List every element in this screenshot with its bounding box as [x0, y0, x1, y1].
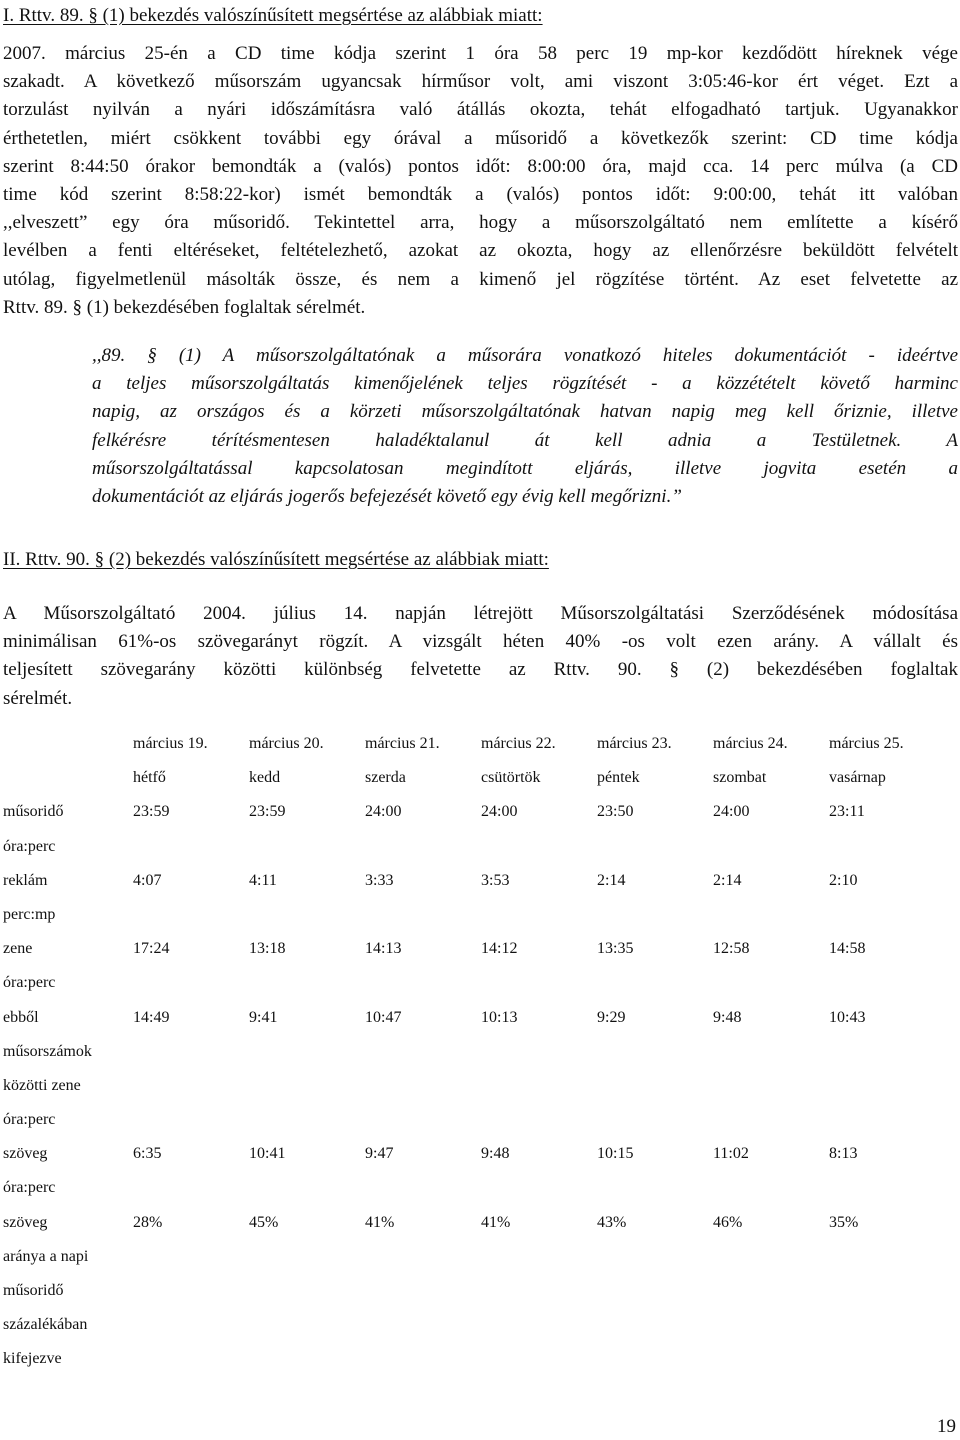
table-row: [3, 1348, 945, 1382]
table-empty-cell: [133, 1109, 249, 1143]
date-header: március 20.: [249, 735, 324, 752]
table-cell: 11:02: [713, 1145, 749, 1163]
table-empty-cell: [481, 836, 597, 870]
table-cell: 23:59: [249, 803, 286, 821]
table-empty-cell: [249, 904, 365, 938]
section-2-paragraph: [3, 600, 958, 713]
paragraph-line: minimálisan 61%-os szövegarányt rögzít. A vizsgált héten 40% -os volt ezen arány. A vállalt és: [3, 631, 958, 653]
table-empty-cell: [829, 972, 945, 1006]
table-empty-cell: [481, 1314, 597, 1348]
table-cell: 13:35: [597, 940, 634, 958]
paragraph-line: ,,elveszett” egy óra műsoridő. Tekintettel arra, hogy a műsorszolgáltató nem említette a kísérő: [3, 212, 958, 234]
date-header: március 24.: [713, 735, 788, 752]
quote-line: felkérésre térítésmentesen haladéktalanul át kell adnia a Testületnek. A: [92, 429, 958, 451]
table-row: [3, 801, 945, 835]
table-empty-cell: [133, 836, 249, 870]
table-empty-cell: [133, 1246, 249, 1280]
row-label: óra:perc: [3, 1111, 56, 1129]
table-row: [3, 1007, 945, 1041]
table-empty-cell: [481, 1041, 597, 1075]
table-empty-cell: [713, 1314, 829, 1348]
table-empty-cell: [365, 836, 481, 870]
quote-line: a teljes műsorszolgáltatás kimenőjelének teljes rögzítését - a közzétételt követő harminc: [92, 373, 958, 395]
table-cell: 2:14: [597, 871, 626, 889]
quote-line: műsorszolgáltatással kapcsolatosan megindított eljárás, illetve jogvita esetén a: [92, 457, 958, 479]
table-empty-cell: [133, 1177, 249, 1211]
table-empty-cell: [597, 1109, 713, 1143]
table-cell: 23:50: [597, 803, 634, 821]
paragraph-line: 2007. március 25-én a CD time kódja szerint 1 óra 58 perc 19 mp-kor kezdődött híreknek vége: [3, 43, 958, 64]
table-empty-cell: [133, 904, 249, 938]
table-cell: 12:58: [713, 940, 750, 958]
table-empty-cell: [829, 1177, 945, 1211]
section-2-heading: II. Rttv. 90. § (2) bekezdés valószínűsített megsértése az alábbiak miatt:: [3, 549, 549, 570]
table-empty-cell: [481, 1109, 597, 1143]
row-label: aránya a napi: [3, 1247, 89, 1265]
table-row: [3, 1143, 945, 1177]
table-empty-cell: [249, 1109, 365, 1143]
table-cell: 13:18: [249, 940, 286, 958]
row-label: szöveg: [3, 1213, 48, 1231]
table-empty-cell: [133, 1348, 249, 1382]
table-empty-cell: [365, 1177, 481, 1211]
table-cell: 4:11: [249, 871, 277, 889]
row-label: ebből: [3, 1008, 39, 1026]
table-row: [3, 1212, 945, 1246]
quote-line: napig, az országos és a körzeti műsorszolgáltatónak hatvan napig meg kell őriznie, illetve: [92, 401, 958, 423]
table-empty-cell: [249, 1177, 365, 1211]
table-row: [3, 904, 945, 938]
table-cell: 9:48: [481, 1145, 510, 1163]
table-empty-cell: [713, 1246, 829, 1280]
table-row: [3, 1109, 945, 1143]
paragraph-line: utólag, figyelmetlenül másolták össze, és nem a kimenő jel rögzítése történt. Az eset felvetette az: [3, 268, 958, 290]
table-row: [3, 870, 945, 904]
table-cell: 10:43: [829, 1008, 866, 1026]
table-empty-cell: [481, 1075, 597, 1109]
table-empty-cell: [713, 1348, 829, 1382]
table-empty-cell: [249, 1280, 365, 1314]
row-label: óra:perc: [3, 1179, 56, 1197]
table-cell: 10:15: [597, 1145, 634, 1163]
paragraph-line: A Műsorszolgáltató 2004. július 14. napján létrejött Műsorszolgáltatási Szerződésének módosítása: [3, 603, 958, 624]
paragraph-line: time kód szerint 8:58:22-kor) ismét bemondták a (valós) pontos időt: 9:00:00, tehát itt valóban: [3, 184, 958, 206]
table-empty-cell: [249, 1314, 365, 1348]
table-row: [3, 836, 945, 870]
page-number: 19: [937, 1416, 956, 1437]
table-empty-cell: [829, 904, 945, 938]
date-header: március 19.: [133, 735, 208, 752]
table-cell: 24:00: [365, 803, 402, 821]
table-cell: 28%: [133, 1213, 163, 1231]
paragraph-line: torzulást nyilván a nyári időszámításra való átállás okozta, tehát elfogadható tartjuk. Ugyanakkor: [3, 99, 958, 121]
table-empty-cell: [597, 1075, 713, 1109]
day-header: csütörtök: [481, 769, 541, 787]
table-cell: 3:53: [481, 871, 510, 889]
table-corner-cell: [3, 733, 133, 767]
paragraph-line: sérelmét.: [3, 687, 73, 709]
table-empty-cell: [481, 972, 597, 1006]
row-label: perc:mp: [3, 905, 56, 923]
row-label: százalékában: [3, 1316, 88, 1334]
table-header-dates: [3, 733, 945, 767]
table-empty-cell: [597, 836, 713, 870]
table-empty-cell: [133, 972, 249, 1006]
table-empty-cell: [713, 1075, 829, 1109]
table-empty-cell: [597, 1314, 713, 1348]
paragraph-line: Rttv. 89. § (1) bekezdésében foglaltak sérelmét.: [3, 296, 366, 318]
table-empty-cell: [829, 1109, 945, 1143]
table-empty-cell: [249, 972, 365, 1006]
table-empty-cell: [713, 1177, 829, 1211]
row-label: reklám: [3, 871, 48, 889]
table-empty-cell: [597, 1348, 713, 1382]
table-empty-cell: [365, 904, 481, 938]
table-cell: 9:29: [597, 1008, 626, 1026]
table-cell: 41%: [365, 1213, 395, 1231]
row-label: műsoridő: [3, 803, 64, 821]
table-cell: 9:41: [249, 1008, 278, 1026]
table-empty-cell: [249, 1246, 365, 1280]
table-empty-cell: [365, 1109, 481, 1143]
day-header: szerda: [365, 769, 406, 787]
table-empty-cell: [597, 1246, 713, 1280]
table-cell: 9:48: [713, 1008, 742, 1026]
table-cell: 46%: [713, 1213, 743, 1231]
section-1-paragraph: [3, 40, 958, 322]
table-empty-cell: [829, 1246, 945, 1280]
table-empty-cell: [713, 972, 829, 1006]
table-empty-cell: [713, 1109, 829, 1143]
table-cell: 4:07: [133, 871, 162, 889]
table-cell: 8:13: [829, 1145, 858, 1163]
table-empty-cell: [249, 1041, 365, 1075]
table-cell: 10:41: [249, 1145, 286, 1163]
paragraph-line: szerint 8:44:50 órakor bemondták a (valós) pontos időt: 8:00:00 óra, majd cca. 14 perc múlva (a CD: [3, 155, 958, 177]
table-empty-cell: [829, 1041, 945, 1075]
table-cell: 23:11: [829, 803, 865, 821]
table-cell: 3:33: [365, 871, 394, 889]
table-empty-cell: [365, 1348, 481, 1382]
table-empty-cell: [829, 836, 945, 870]
table-corner-cell: [3, 767, 133, 801]
row-label: zene: [3, 940, 33, 958]
date-header: március 22.: [481, 735, 556, 752]
table-row: [3, 1246, 945, 1280]
table-empty-cell: [481, 1246, 597, 1280]
table-cell: 2:10: [829, 871, 858, 889]
table-empty-cell: [713, 1280, 829, 1314]
section-1-heading: I. Rttv. 89. § (1) bekezdés valószínűsített megsértése az alábbiak miatt:: [3, 5, 543, 26]
table-cell: 2:14: [713, 871, 742, 889]
date-header: március 23.: [597, 735, 672, 752]
table-empty-cell: [365, 1280, 481, 1314]
table-empty-cell: [829, 1348, 945, 1382]
table-empty-cell: [133, 1314, 249, 1348]
table-empty-cell: [481, 1177, 597, 1211]
table-empty-cell: [133, 1041, 249, 1075]
day-header: péntek: [597, 769, 640, 787]
table-cell: 45%: [249, 1213, 279, 1231]
table-empty-cell: [829, 1280, 945, 1314]
date-header: március 21.: [365, 735, 440, 752]
table-cell: 6:35: [133, 1145, 162, 1163]
row-label: műsorszámok: [3, 1042, 92, 1060]
table-cell: 24:00: [713, 803, 750, 821]
table-cell: 14:13: [365, 940, 402, 958]
table-empty-cell: [597, 1177, 713, 1211]
day-header: hétfő: [133, 769, 166, 787]
table-body: [3, 801, 945, 1382]
table-row: [3, 1314, 945, 1348]
table-row: [3, 1280, 945, 1314]
law-quote: [92, 342, 958, 511]
row-label: kifejezve: [3, 1350, 62, 1368]
table-empty-cell: [365, 972, 481, 1006]
row-label: műsoridő: [3, 1282, 64, 1299]
table-cell: 14:49: [133, 1008, 170, 1026]
table-row: [3, 1177, 945, 1211]
table-empty-cell: [365, 1041, 481, 1075]
quote-line: dokumentációt az eljárás jogerős befejezését követő egy évig kell megőrizni.”: [92, 486, 682, 508]
day-header: szombat: [713, 769, 767, 787]
table-empty-cell: [597, 1280, 713, 1314]
paragraph-line: levélben a fenti eltéréseket, feltételezhető, azokat az okozta, hogy az ellenőrzésre beküldött felvételt: [3, 240, 958, 262]
day-header: kedd: [249, 769, 281, 787]
table-empty-cell: [481, 904, 597, 938]
table-empty-cell: [365, 1246, 481, 1280]
table-empty-cell: [829, 1314, 945, 1348]
table-cell: 23:59: [133, 803, 170, 821]
table-empty-cell: [365, 1075, 481, 1109]
table-empty-cell: [249, 1348, 365, 1382]
table-empty-cell: [597, 1041, 713, 1075]
table-empty-cell: [133, 1075, 249, 1109]
broadcast-stats-table: [3, 733, 945, 1383]
table-empty-cell: [829, 1075, 945, 1109]
table-empty-cell: [713, 1041, 829, 1075]
table-empty-cell: [365, 1314, 481, 1348]
table-cell: 43%: [597, 1213, 627, 1231]
table-row: [3, 1041, 945, 1075]
table-empty-cell: [597, 904, 713, 938]
paragraph-line: teljesített szövegarány közötti különbség felvetette az Rttv. 90. § (2) bekezdésében foglaltak: [3, 659, 958, 681]
row-label: szöveg: [3, 1145, 48, 1163]
day-header: vasárnap: [829, 769, 886, 787]
table-cell: 14:58: [829, 940, 866, 958]
table-cell: 24:00: [481, 803, 518, 821]
table-cell: 10:13: [481, 1008, 518, 1026]
table-row: [3, 1075, 945, 1109]
table-empty-cell: [481, 1348, 597, 1382]
table-cell: 17:24: [133, 940, 170, 958]
row-label: óra:perc: [3, 837, 56, 855]
table-empty-cell: [713, 904, 829, 938]
table-empty-cell: [481, 1280, 597, 1314]
table-cell: 10:47: [365, 1008, 402, 1026]
quote-line: ,,89. § (1) A műsorszolgáltatónak a műsorára vonatkozó hiteles dokumentációt - ideértve: [92, 345, 958, 366]
table-cell: 41%: [481, 1213, 511, 1231]
date-header: március 25.: [829, 735, 904, 752]
table-empty-cell: [249, 1075, 365, 1109]
table-row: [3, 938, 945, 972]
table-cell: 9:47: [365, 1145, 394, 1163]
table-row: [3, 972, 945, 1006]
table-empty-cell: [597, 972, 713, 1006]
table-empty-cell: [133, 1280, 249, 1314]
row-label: közötti zene: [3, 1076, 81, 1094]
paragraph-line: érthetetlen, miért csökkent további egy órával a műsoridő a következők szerint: CD time kódja: [3, 127, 958, 149]
row-label: óra:perc: [3, 974, 56, 992]
table-header-days: [3, 767, 945, 801]
table-empty-cell: [713, 836, 829, 870]
table-cell: 35%: [829, 1213, 859, 1231]
table-empty-cell: [249, 836, 365, 870]
table-cell: 14:12: [481, 940, 518, 958]
paragraph-line: szakadt. A következő műsorszám ugyancsak hírműsor volt, ami viszont 3:05:46-kor ért véget. Ezt a: [3, 71, 958, 93]
